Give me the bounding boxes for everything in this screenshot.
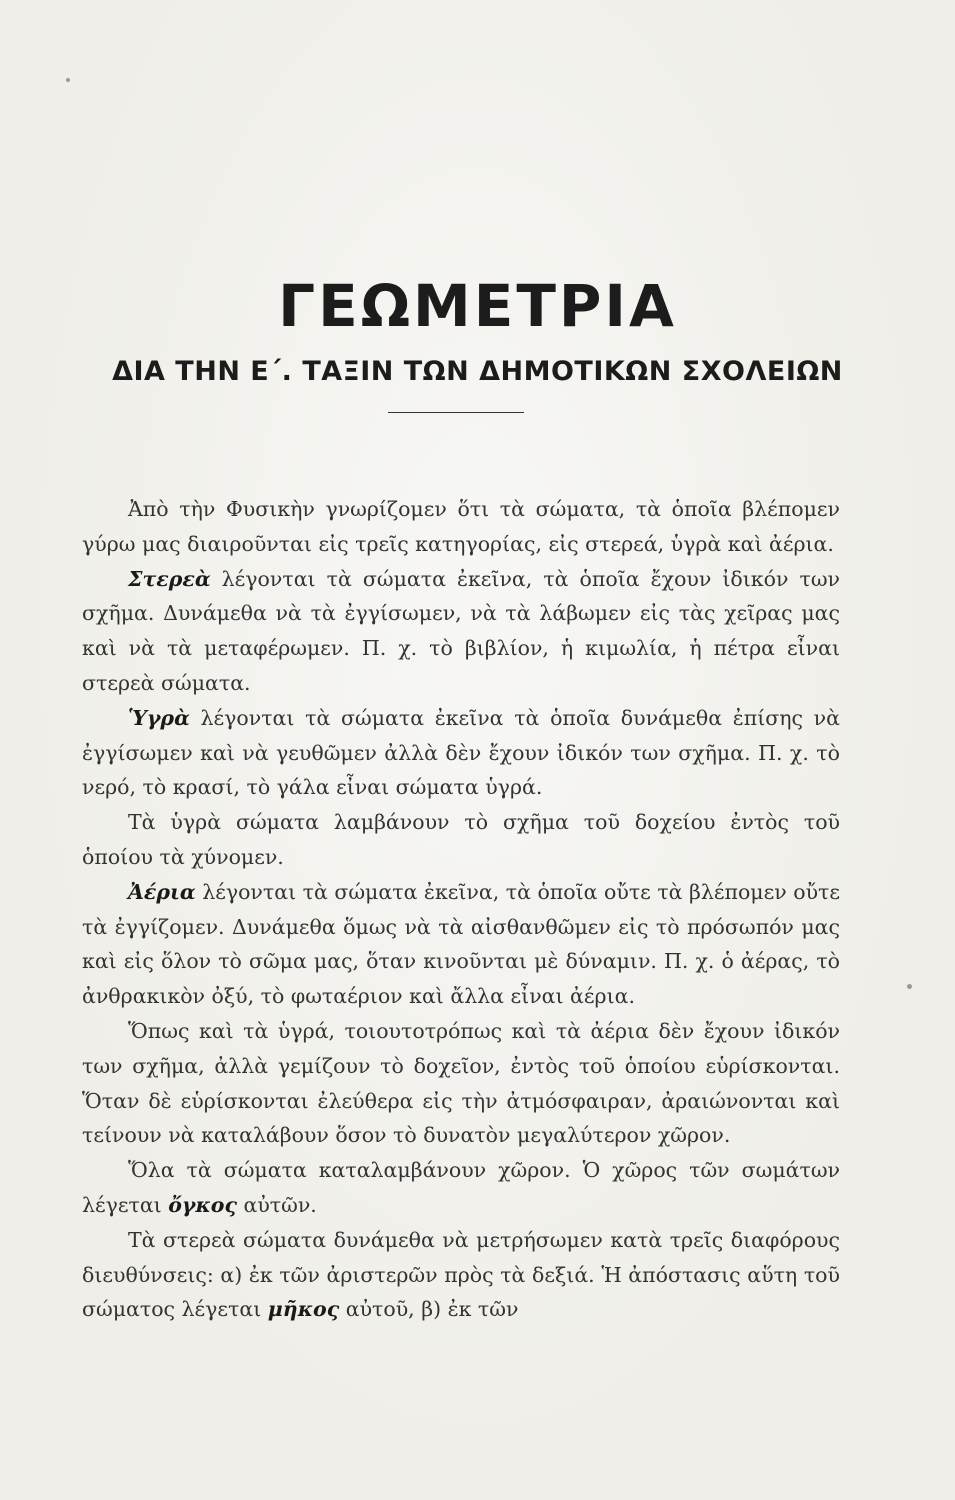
title-divider xyxy=(388,412,524,413)
paragraph-text: Τὰ ὑγρὰ σώματα λαμβάνουν τὸ σχῆμα τοῦ δοχείου ἐντὸς τοῦ ὁποίου τὰ χύνομεν. xyxy=(82,810,840,869)
paragraph xyxy=(82,1153,840,1223)
paragraph-text: Τὰ στερεὰ σώματα δυνάμεθα νὰ μετρήσωμεν κατὰ τρεῖς διαφόρους διευθύνσεις: α) ἐκ τῶν ἀριστερῶν πρὸς τὰ δεξιά. Ἡ ἀπόστασις αὕτη τοῦ σώματος λέγεται xyxy=(82,1227,840,1322)
defined-term: Ὑγρὰ xyxy=(128,705,190,730)
page-title: ΓΕΩΜΕΤΡΙΑ xyxy=(278,272,677,340)
defined-term: ὄγκος xyxy=(168,1192,237,1217)
paper-speck xyxy=(907,984,912,989)
paragraph-text: αὐτῶν. xyxy=(236,1192,317,1217)
paragraph xyxy=(82,805,840,875)
page-subtitle: ΔΙΑ ΤΗΝ Ε΄. ΤΑΞΙΝ ΤΩΝ ΔΗΜΟΤΙΚΩΝ ΣΧΟΛΕΙΩΝ xyxy=(112,356,843,387)
paragraph-text: Ὅλα τὰ σώματα καταλαμβάνουν χῶρον. Ὁ χῶρος τῶν σωμάτων λέγεται xyxy=(82,1158,840,1217)
paragraph xyxy=(82,875,840,1014)
defined-term: μῆκος xyxy=(267,1297,340,1322)
paragraph-text: λέγονται τὰ σώματα ἐκεῖνα τὰ ὁποῖα δυνάμεθα ἐπίσης νὰ ἐγγίσωμεν καὶ νὰ γευθῶμεν ἀλλὰ δὲν ἔχουν ἰδικόν των σχῆμα. Π. χ. τὸ νερό, τὸ κρασί, τὸ γάλα εἶναι σώματα ὑγρά. xyxy=(82,705,840,800)
paper-speck xyxy=(66,78,70,82)
paragraph-text: Ὅπως καὶ τὰ ὑγρά, τοιουτοτρόπως καὶ τὰ ἀέρια δὲν ἔχουν ἰδικόν των σχῆμα, ἀλλὰ γεμίζουν τὸ δοχεῖον, ἐντὸς τοῦ ὁποίου εὑρίσκονται. Ὅταν δὲ εὑρίσκονται ἐλεύθερα εἰς τὴν ἀτμόσφαιραν, ἀραιώνονται καὶ τείνουν νὰ καταλάβουν ὅσον τὸ δυνατὸν μεγαλύτερον χῶρον. xyxy=(82,1018,840,1148)
paragraph xyxy=(82,1223,840,1327)
paragraph-text: λέγονται τὰ σώματα ἐκεῖνα, τὰ ὁποῖα οὔτε τὰ βλέπομεν οὔτε τὰ ἐγγίζομεν. Δυνάμεθα ὅμως νὰ τὰ αἰσθανθῶμεν εἰς τὸ πρόσωπόν μας καὶ εἰς ὅλον τὸ σῶμα μας, ὅταν κινοῦνται μὲ δύναμιν. Π. χ. ὁ ἀέρας, τὸ ἀνθρακικὸν ὀξύ, τὸ φωταέριον καὶ ἄλλα εἶναι ἀέρια. xyxy=(82,879,840,1009)
defined-term: Στερεὰ xyxy=(128,566,211,591)
paragraph xyxy=(82,492,840,562)
paragraph-text: λέγονται τὰ σώματα ἐκεῖνα, τὰ ὁποῖα ἔχουν ἰδικόν των σχῆμα. Δυνάμεθα νὰ τὰ ἐγγίσωμεν, νὰ τὰ λάβωμεν εἰς τὰς χεῖρας μας καὶ νὰ τὰ μεταφέρωμεν. Π. χ. τὸ βιβλίον, ἡ κιμωλία, ἡ πέτρα εἶναι στερεὰ σώματα. xyxy=(82,566,840,695)
paragraph-text: Ἀπὸ τὴν Φυσικὴν γνωρίζομεν ὅτι τὰ σώματα, τὰ ὁποῖα βλέπομεν γύρω μας διαιροῦνται εἰς τρεῖς κατηγορίας, εἰς στερεά, ὑγρὰ καὶ ἀέρια. xyxy=(82,497,840,556)
paragraph xyxy=(82,701,840,805)
defined-term: Ἀέρια xyxy=(128,879,196,904)
paragraph xyxy=(82,562,840,701)
body-text xyxy=(82,492,840,1327)
paragraph-text: αὐτοῦ, β) ἐκ τῶν xyxy=(339,1297,519,1322)
paragraph xyxy=(82,1014,840,1153)
